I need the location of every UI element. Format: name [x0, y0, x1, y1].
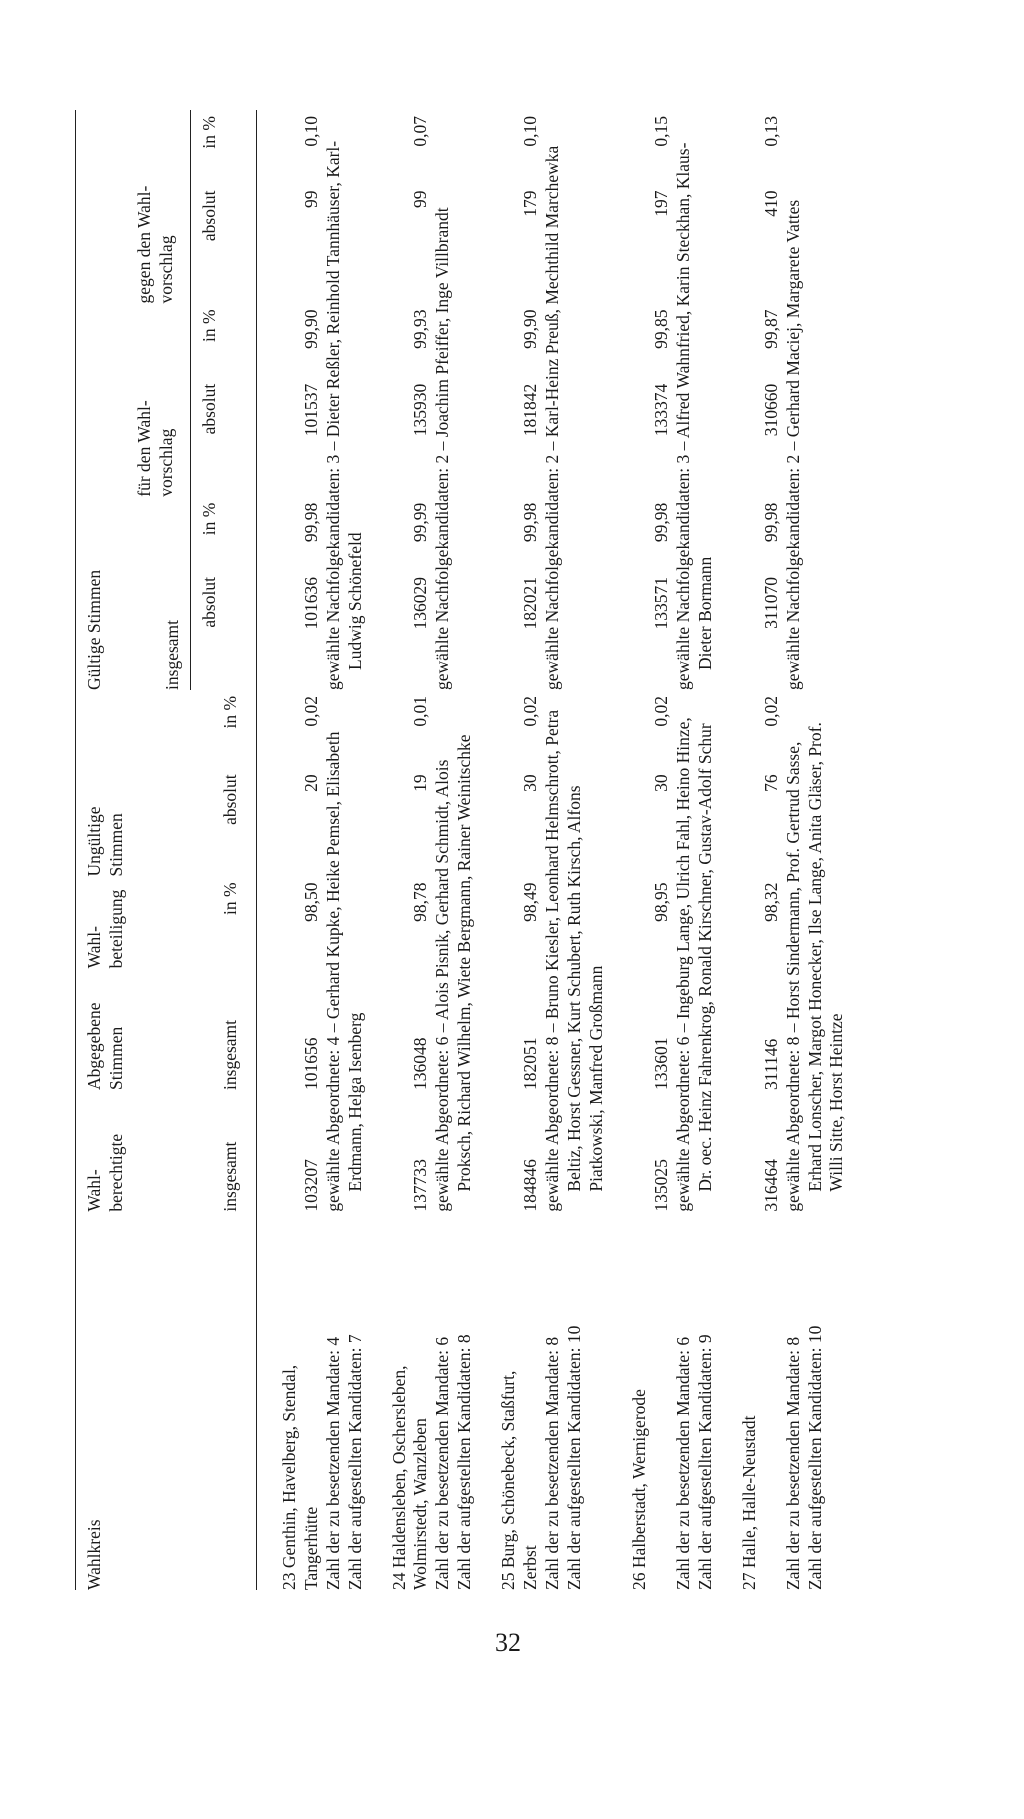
- district-mandate: Zahl der zu besetzenden Mandate: 6: [673, 1336, 694, 1590]
- fuer-absolut-value: 310660: [760, 383, 781, 437]
- header-insgesamt-group: insgesamt: [128, 497, 190, 690]
- district-data-row: [301, 110, 323, 1590]
- district-mandate: Zahl der zu besetzenden Mandate: 6: [432, 1336, 453, 1590]
- ungueltig-absolut-value: 19: [410, 774, 431, 792]
- header-absolut-fuer: absolut: [190, 378, 256, 497]
- district-data-row: [761, 110, 783, 1590]
- ungueltig-absolut-value: 30: [651, 774, 672, 792]
- ungueltig-absolut-value: 30: [519, 774, 540, 792]
- gegen-absolut-value: 179: [519, 190, 540, 217]
- gueltig-pct-value: 99,98: [300, 502, 321, 543]
- fuer-absolut-value: 181842: [519, 383, 540, 437]
- district-name-line2: Wolmirstedt, Wanzleben: [410, 1418, 431, 1590]
- abgegeben-value: 136048: [410, 1037, 431, 1090]
- district-name-line1: 23 Genthin, Havelberg, Stendal,: [279, 1364, 299, 1590]
- nachfolgekandidaten: gewählte Nachfolgekandidaten: 2 – Gerhard Maciej, Margarete Vattes: [782, 199, 803, 690]
- gegen-pct-value: 0,07: [410, 116, 431, 147]
- header-row-bottom: [190, 110, 256, 1590]
- gegen-pct-value: 0,13: [760, 116, 781, 147]
- district-name-line2: [761, 1212, 783, 1590]
- district-name-line2: [651, 1212, 673, 1590]
- header-wahlkreis: Wahlkreis: [76, 1212, 128, 1590]
- ungueltig-pct-value: 0,02: [651, 695, 672, 727]
- fuer-absolut-value: 101537: [300, 383, 321, 437]
- header-row-mid: [128, 110, 190, 1590]
- header-wahlbeteiligung: Wahl- beteiligung: [76, 876, 128, 968]
- header-absolut-gegen: absolut: [190, 185, 256, 304]
- district-kandidaten: Zahl der aufgestellten Kandidaten: 7: [344, 1334, 365, 1590]
- district-mandate: Zahl der zu besetzenden Mandate: 8: [541, 1336, 562, 1590]
- gegen-pct-value: 0,10: [519, 116, 540, 147]
- fuer-absolut-value: 133374: [651, 383, 672, 437]
- page-number: 32: [495, 1628, 521, 1657]
- gegen-absolut-value: 99: [300, 190, 321, 209]
- header-pct-gueltig: in %: [190, 497, 256, 571]
- beteiligung-value: 98,32: [760, 882, 781, 922]
- header-insgesamt-berechtigte: insgesamt: [190, 1090, 256, 1212]
- election-results-table: [75, 110, 870, 1590]
- wahlberechtigte-value: 137733: [410, 1159, 431, 1212]
- gewaehlte-abgeordnete: gewählte Abgeordnete: 6 – Alois Pisnik, Gerhard Schmidt, Alois Proksch, Richard Wilhelm, Wiete Bergmann, Rainer Weinitschke: [432, 734, 475, 1212]
- district-name-line1: 26 Halberstadt, Wernigerode: [629, 1389, 650, 1590]
- gewaehlte-abgeordnete: gewählte Abgeordnete: 8 – Bruno Kiesler, Leonhard Helmschrott, Petra Beltiz, Horst Gessner, Kurt Schubert, Ruth Kirsch, Alfons Piatkowski, Manfred Großmann: [541, 709, 606, 1212]
- wahlberechtigte-value: 103207: [300, 1159, 321, 1212]
- gewaehlte-abgeordnete: gewählte Abgeordnete: 6 – Ingeburg Lange, Ulrich Fahl, Heino Hinze, Dr. oec. Heinz Fahrenkrog, Ronald Kirschner, Gustav-Adolf Schur: [673, 717, 715, 1212]
- header-pct-gegen: in %: [190, 110, 256, 185]
- fuer-pct-value: 99,93: [410, 309, 431, 349]
- district-name-line1: 27 Halle, Halle-Neustadt: [738, 1415, 759, 1590]
- header-fuer: für den Wahl- vorschlag: [128, 303, 190, 496]
- election-results-sheet: [75, 110, 935, 1590]
- ungueltig-pct-value: 0,02: [760, 695, 781, 727]
- nachfolgekandidaten: gewählte Nachfolgekandidaten: 2 – Joachim Pfeiffer, Inge Villbrandt: [432, 207, 453, 690]
- wahlberechtigte-value: 184846: [519, 1159, 540, 1212]
- ungueltig-pct-value: 0,02: [300, 695, 321, 727]
- district-name-line2: Tangerhütte: [300, 1506, 321, 1590]
- district-mandate: Zahl der zu besetzenden Mandate: 8: [782, 1336, 803, 1590]
- beteiligung-value: 98,49: [519, 882, 540, 922]
- nachfolgekandidaten: gewählte Nachfolgekandidaten: 3 – Dieter Reßler, Reinhold Tannhäuser, Karl-Ludwig Schönefeld: [322, 140, 365, 690]
- fuer-absolut-value: 135930: [410, 383, 431, 437]
- beteiligung-value: 98,95: [651, 882, 672, 922]
- district-data-row: [520, 110, 542, 1590]
- district-name-row: [498, 110, 520, 1590]
- district-kandidaten: Zahl der aufgestellten Kandidaten: 8: [454, 1334, 475, 1590]
- district-name-line1: 25 Burg, Schönebeck, Staßfurt,: [498, 1370, 518, 1590]
- nachfolgekandidaten: gewählte Nachfolgekandidaten: 3 – Alfred Wahnfried, Karin Steckhan, Klaus-Dieter Bormann: [673, 142, 715, 690]
- ungueltig-absolut-value: 20: [300, 774, 321, 792]
- beteiligung-value: 98,50: [300, 882, 321, 922]
- beteiligung-value: 98,78: [410, 882, 431, 922]
- header-pct-fuer: in %: [190, 303, 256, 377]
- wahlberechtigte-value: 135025: [651, 1159, 672, 1212]
- header-wahlberechtigte: Wahl- berechtigte: [76, 1090, 128, 1212]
- gueltig-pct-value: 99,98: [519, 502, 540, 543]
- header-pct-ungueltig: in %: [190, 690, 256, 768]
- fuer-pct-value: 99,85: [651, 309, 672, 349]
- district-kandidaten: Zahl der aufgestellten Kandidaten: 10: [804, 1325, 825, 1590]
- fuer-pct-value: 99,90: [519, 309, 540, 349]
- district-detail-row: [783, 110, 849, 1590]
- district-kandidaten: Zahl der aufgestellten Kandidaten: 9: [695, 1334, 715, 1590]
- abgegeben-value: 311146: [760, 1038, 781, 1090]
- gueltig-pct-value: 99,99: [410, 502, 431, 543]
- header-abgegebene: Abgegebene Stimmen: [76, 968, 128, 1090]
- header-pct-beteiligung: in %: [190, 876, 256, 968]
- abgegeben-value: 101656: [300, 1037, 321, 1090]
- district-detail-row: [432, 110, 476, 1590]
- district-name-row: [739, 110, 761, 1590]
- gueltig-absolut-value: 133571: [651, 577, 672, 630]
- nachfolgekandidaten: gewählte Nachfolgekandidaten: 2 – Karl-Heinz Preuß, Mechthild Marchewka: [541, 145, 562, 690]
- gegen-pct-value: 0,10: [300, 116, 321, 147]
- gueltig-absolut-value: 101636: [300, 577, 321, 630]
- ungueltig-pct-value: 0,01: [410, 695, 431, 727]
- gueltig-pct-value: 99,98: [651, 502, 672, 543]
- gewaehlte-abgeordnete: gewählte Abgeordnete: 4 – Gerhard Kupke, Heike Pemsel, Elisabeth Erdmann, Helga Isenberg: [322, 731, 365, 1212]
- fuer-pct-value: 99,90: [300, 309, 321, 349]
- header-ungueltige: Ungültige Stimmen: [76, 690, 128, 876]
- ungueltig-pct-value: 0,02: [519, 695, 540, 727]
- district-rows: [279, 110, 870, 1590]
- gewaehlte-abgeordnete: gewählte Abgeordnete: 8 – Horst Sindermann, Prof. Gertrud Sasse, Erhard Lonscher, Margot Honecker, Ilse Lange, Anita Gläser, Prof. Willi Sitte, Horst Heintze: [782, 722, 847, 1212]
- district-data-row: [651, 110, 673, 1590]
- header-row-top: [76, 110, 128, 1590]
- district-name-row: [389, 110, 411, 1590]
- district-name-line2: Zerbst: [519, 1545, 540, 1590]
- gegen-absolut-value: 99: [410, 190, 431, 209]
- district-detail-row: [673, 110, 717, 1590]
- district-name-row: [629, 110, 651, 1590]
- district-kandidaten: Zahl der aufgestellten Kandidaten: 10: [563, 1325, 584, 1590]
- wahlberechtigte-value: 316464: [760, 1159, 781, 1212]
- header-absolut-ungueltig: absolut: [190, 768, 256, 876]
- abgegeben-value: 182051: [519, 1037, 540, 1090]
- gegen-absolut-value: 410: [760, 190, 781, 217]
- district-mandate: Zahl der zu besetzenden Mandate: 4: [322, 1336, 343, 1590]
- gueltig-absolut-value: 136029: [410, 577, 431, 630]
- district-name-row: [279, 110, 301, 1590]
- header-insgesamt-abgegeben: insgesamt: [190, 968, 256, 1090]
- header-absolut-gueltig: absolut: [190, 571, 256, 690]
- district-detail-row: [542, 110, 608, 1590]
- header-gueltige: Gültige Stimmen: [76, 110, 128, 690]
- district-data-row: [410, 110, 432, 1590]
- gueltig-absolut-value: 311070: [760, 577, 781, 629]
- gueltig-absolut-value: 182021: [519, 577, 540, 630]
- abgegeben-value: 133601: [651, 1037, 672, 1090]
- ungueltig-absolut-value: 76: [760, 774, 781, 792]
- fuer-pct-value: 99,87: [760, 309, 781, 349]
- district-name-line1: 24 Haldensleben, Oschersleben,: [388, 1365, 409, 1590]
- district-detail-row: [323, 110, 367, 1590]
- header-gegen: gegen den Wahl- vorschlag: [128, 110, 190, 303]
- gegen-absolut-value: 197: [651, 190, 672, 217]
- gegen-pct-value: 0,15: [651, 116, 672, 147]
- gueltig-pct-value: 99,98: [760, 502, 781, 543]
